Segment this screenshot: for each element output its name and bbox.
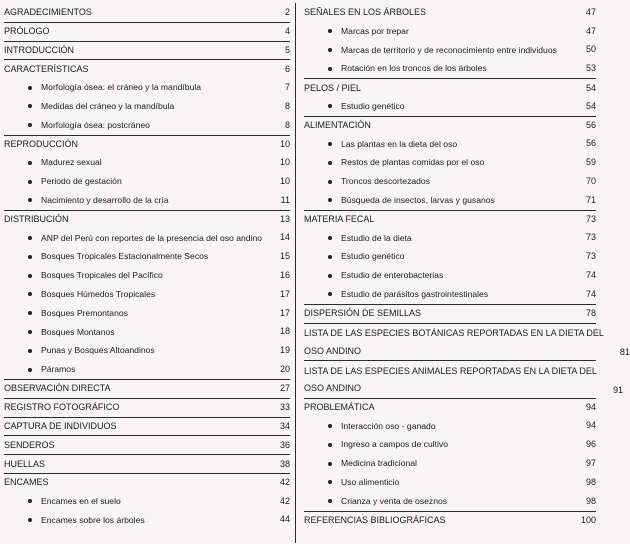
toc-section-title-line: OSO ANDINO [304,345,362,356]
toc-subentry [4,229,290,248]
toc-subentry [4,323,290,342]
toc-subentry [304,417,596,436]
toc-section [304,210,596,229]
toc-subentry [304,191,596,210]
bullet-icon [328,424,332,428]
toc-section [4,379,290,398]
toc-subentry [304,22,596,41]
toc-subentry-title: Punas y Bosques Altoandinos [41,345,155,356]
toc-page-number: 98 [585,495,596,506]
toc-subentry-title: Crianza y venta de oseznos [341,495,448,506]
toc-page-number: 91 [612,384,623,395]
toc-page-number: 27 [279,383,290,394]
bullet-icon [328,255,332,259]
toc-section-title-line: LISTA DE LAS ESPECIES BOTÁNICAS REPORTADAS EN LA DIETA DEL [304,327,604,338]
toc-subentry-title: Bosques Húmedos Tropicales [41,289,156,300]
toc-page-number: 54 [585,100,596,111]
bullet-icon [28,161,32,165]
toc-subentry [4,341,290,360]
toc-right-column [294,3,630,543]
bullet-icon [28,236,32,240]
toc-section-title [304,361,597,398]
toc-page-number: 18 [279,326,290,337]
toc-page-number: 73 [585,214,596,225]
toc-page-number: 8 [284,119,290,130]
toc-page-number: 56 [585,138,596,149]
toc-subentry-title: Periodo de gestación [41,176,122,187]
toc-subentry [4,492,290,511]
bullet-icon [28,349,32,353]
toc-section [4,435,290,454]
toc-page-number: 74 [585,288,596,299]
toc-section-title: SEÑALES EN LOS ÁRBOLES [304,6,427,17]
toc-page-number: 10 [279,138,290,149]
toc-page-number: 47 [585,6,596,17]
toc-page-number: 38 [279,458,290,469]
toc-page-number: 16 [279,270,290,281]
bullet-icon [28,368,32,372]
toc-page-number: 34 [279,420,290,431]
toc-section-title: ENCAMES [4,477,49,488]
toc-subentry [304,454,596,473]
toc-page-number: 14 [279,232,290,243]
toc-section [304,323,630,361]
toc-section [4,210,290,229]
toc-subentry-title: Las plantas en la dieta del oso [341,138,458,149]
toc-page-number: 42 [279,477,290,488]
bullet-icon [28,311,32,315]
toc-section [304,398,596,417]
toc-page-number: 97 [585,458,596,469]
toc-subentry [4,153,290,172]
toc-section-title-line: LISTA DE LAS ESPECIES ANIMALES REPORTADAS EN LA DIETA DEL [304,365,597,376]
toc-section-title: CARACTERÍSTICAS [4,63,89,74]
toc-section-title: PRÓLOGO [4,26,50,37]
toc-page-number: 73 [585,232,596,243]
toc-page-number: 44 [279,514,290,525]
toc-left-column [4,3,294,543]
toc-subentry-title: Medidas del cráneo y la mandíbula [41,101,175,112]
toc-subentry [304,285,596,304]
toc-section [4,454,290,473]
toc-subentry-title: Estudio de enterobacterias [341,270,444,281]
toc-subentry-title: Interacción oso - ganado [341,420,436,431]
toc-subentry-title: Páramos [41,364,76,375]
toc-page-number: 100 [580,514,596,525]
bullet-icon [328,198,332,202]
toc-section-title: HUELLAS [4,458,46,469]
toc-subentry-title: Búsqueda de insectos, larvas y gusanos [341,195,495,206]
toc-section [304,3,596,22]
toc-page-number: 5 [284,44,290,55]
toc-subentry-title: Medicina tradicional [341,458,417,469]
toc-subentry-title: Estudio genético [341,251,405,262]
toc-page-number: 71 [585,194,596,205]
toc-subentry [304,229,596,248]
toc-subentry-title: Morfología ósea: postcráneo [41,119,150,130]
toc-subentry-title: Marcas de territorio y de reconocimiento entre individuos [341,44,557,55]
toc-section-title: CAPTURA DE INDIVIDUOS [4,420,117,431]
toc-section [4,135,290,154]
toc-subentry-title: Rotación en los troncos de los árboles [341,63,487,74]
toc-page-number: 2 [284,6,290,17]
toc-subentry [4,511,290,530]
toc-subentry [4,116,290,135]
toc-section [4,417,290,436]
toc-page-number: 42 [279,495,290,506]
bullet-icon [328,29,332,33]
toc-subentry [304,97,596,116]
toc-section [304,304,596,323]
toc-section [4,473,290,492]
bullet-icon [328,462,332,466]
toc-subentry [4,304,290,323]
toc-page-number: 20 [279,364,290,375]
toc-subentry [304,59,596,78]
toc-page-number: 50 [585,44,596,55]
toc-subentry [4,97,290,116]
bullet-icon [28,499,32,503]
bullet-icon [328,480,332,484]
toc-subentry-title: Bosques Premontanos [41,307,128,318]
toc-section [304,360,623,398]
bullet-icon [28,274,32,278]
toc-page-number: 10 [279,157,290,168]
toc-subentry-title: Morfología ósea: el cráneo y la mandíbula [41,82,202,93]
toc-page-number: 73 [585,251,596,262]
toc-page-number: 17 [279,307,290,318]
toc-section-title: REPRODUCCIÓN [4,138,79,149]
toc-section [4,3,290,22]
bullet-icon [328,48,332,52]
toc-subentry-title: Madurez sexual [41,157,102,168]
toc-section-title: DISPERSIÓN DE SEMILLAS [304,308,422,319]
toc-page-number: 8 [284,100,290,111]
toc-subentry [304,172,596,191]
toc-subentry-title: Encames sobre los árboles [41,514,145,525]
bullet-icon [28,86,32,90]
toc-page-number: 7 [284,82,290,93]
toc-page-number: 96 [585,439,596,450]
toc-page-number: 17 [279,288,290,299]
bullet-icon [328,104,332,108]
toc-section [4,22,290,41]
toc-subentry [304,41,596,60]
toc-page-number: 19 [279,345,290,356]
toc-page-number: 4 [284,26,290,37]
toc-subentry-title: Marcas por trepar [341,25,409,36]
bullet-icon [28,123,32,127]
toc-page-number: 70 [585,176,596,187]
toc-section-title: PELOS / PIEL [304,82,362,93]
toc-subentry [4,247,290,266]
toc-page-number: 13 [279,214,290,225]
toc-page-number: 33 [279,402,290,413]
toc-subentry-title: Encames en el suelo [41,495,121,506]
toc-section [4,59,290,78]
toc-subentry [4,285,290,304]
toc-page-number: 78 [585,308,596,319]
toc-section-title: REFERENCIAS BIBLIOGRÁFICAS [304,514,446,525]
toc-section [304,511,596,530]
bullet-icon [28,330,32,334]
toc-page-number: 56 [585,120,596,131]
toc-page-number: 36 [279,439,290,450]
toc-section-title: AGRADECIMIENTOS [4,6,92,17]
toc-subentry [304,153,596,172]
toc-subentry [304,492,596,511]
toc-page-number: 15 [279,251,290,262]
toc-page-number: 6 [284,63,290,74]
bullet-icon [328,161,332,165]
bullet-icon [28,518,32,522]
toc-section [304,78,596,97]
toc-section-title: DISTRIBUCIÓN [4,214,69,225]
bullet-icon [328,499,332,503]
toc-section [304,116,596,135]
bullet-icon [28,180,32,184]
toc-subentry-title: ANP del Perú con reportes de la presencia del oso andino [41,232,263,243]
toc-subentry [4,360,290,379]
bullet-icon [28,292,32,296]
toc-page-number: 47 [585,25,596,36]
toc-page-number: 10 [279,176,290,187]
toc-page-number: 74 [585,270,596,281]
bullet-icon [328,443,332,447]
toc-subentry-title: Bosques Montanos [41,326,115,337]
toc-section-title: INTRODUCCIÓN [4,44,74,55]
toc-subentry [304,135,596,154]
toc-subentry [4,78,290,97]
toc-subentry [4,266,290,285]
toc-page-number: 94 [585,420,596,431]
toc-subentry-title: Ingreso a campos de cultivo [341,439,449,450]
toc-subentry-title: Troncos descortezados [341,176,431,187]
toc-page-number: 98 [585,476,596,487]
toc-section-title: PROBLEMÁTICA [304,402,375,413]
toc-subentry-title: Estudio de parásitos gastrointestinales [341,289,489,300]
bullet-icon [28,198,32,202]
bullet-icon [28,104,32,108]
bullet-icon [328,274,332,278]
toc-subentry [4,172,290,191]
toc-page-number: 59 [585,157,596,168]
bullet-icon [328,180,332,184]
toc-subentry [304,247,596,266]
toc-subentry [4,191,290,210]
toc-section [4,41,290,60]
toc-page-number: 11 [280,194,290,205]
toc-subentry-title: Restos de plantas comidas por el oso [341,157,485,168]
toc-section-title-line: OSO ANDINO [304,383,362,394]
toc-subentry-title: Bosques Tropicales del Pacífico [41,270,163,281]
toc-section-title: OBSERVACIÓN DIRECTA [4,383,111,394]
toc-subentry-title: Uso alimenticio [341,477,400,488]
toc-subentry-title: Estudio genético [341,101,405,112]
bullet-icon [328,142,332,146]
bullet-icon [328,292,332,296]
bullet-icon [328,236,332,240]
toc-subentry [304,266,596,285]
toc-page-number: 94 [585,402,596,413]
toc-section [4,398,290,417]
toc-subentry [304,473,596,492]
toc-subentry-title: Bosques Tropicales Estacionalmente Secos [41,251,209,262]
toc-subentry [304,435,596,454]
toc-section-title [304,324,604,361]
toc-section-title: ALIMENTACIÓN [304,120,371,131]
toc-subentry-title: Nacimiento y desarrollo de la cría [41,195,169,206]
toc-page-number: 81 [619,347,630,358]
toc-page-number: 53 [585,63,596,74]
toc-page-number: 54 [585,82,596,93]
toc-subentry-title: Estudio de la dieta [341,232,412,243]
bullet-icon [28,255,32,259]
bullet-icon [328,67,332,71]
toc-section-title: REGISTRO FOTOGRÁFICO [4,402,120,413]
toc-section-title: MATERIA FECAL [304,214,375,225]
toc-section-title: SENDEROS [4,439,55,450]
